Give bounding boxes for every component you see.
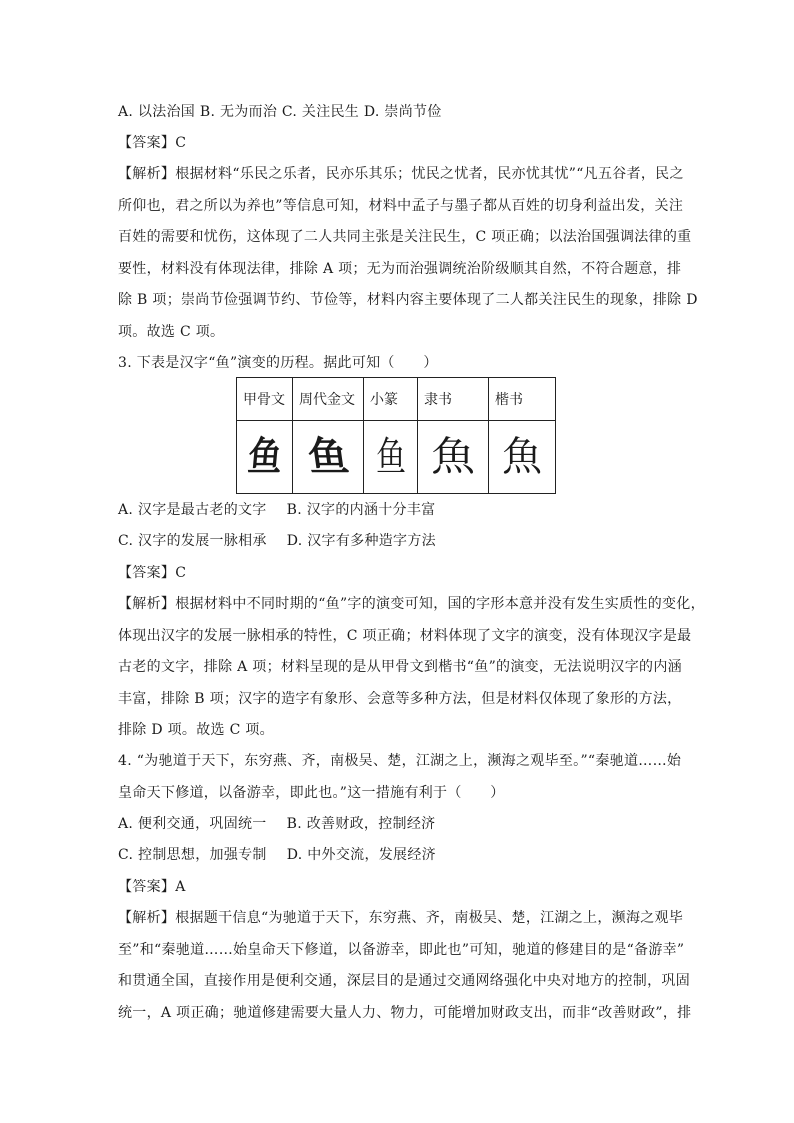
q2-analysis-line-4: 要性，材料没有体现法律，排除 A 项；无为而治强调统治阶级顺其自然，不符合题意，排	[118, 261, 682, 277]
q4-option-c: C. 控制思想，加强专制	[118, 847, 267, 863]
q2-analysis-line-3: 百姓的需要和忧伤，这体现了二人共同主张是关注民生，C 项正确；以法治国强调法律的重	[118, 229, 692, 245]
q2-analysis-line-6: 项。故选 C 项。	[118, 324, 225, 340]
table-header-row	[237, 378, 556, 421]
q4-analysis-line-1: 【解析】根据题干信息“为驰道于天下，东穷燕、齐，南极吴、楚，江湖之上，濒海之观毕	[118, 910, 684, 926]
clerical-glyph-cell	[418, 421, 489, 494]
q3-analysis-line-3: 古老的文字，排除 A 项；材料呈现的是从甲骨文到楷书“鱼”的演变，无法说明汉字的内涵	[118, 659, 682, 675]
q4-analysis-line-4: 统一，A 项正确；驰道修建需要大量人力、物力，可能增加财政支出，而非“改善财政”，排	[118, 1005, 692, 1021]
q4-answer: 【答案】A	[118, 879, 186, 895]
q4-analysis-line-2: 至”和“秦驰道……始皇命天下修道，以备游幸，即此也”可知，驰道的修建目的是“备游幸”	[118, 942, 685, 958]
q2-analysis-line-1: 【解析】根据材料“乐民之乐者，民亦乐其乐；忧民之忧者，民亦忧其忧”“凡五谷者，民之	[118, 166, 684, 182]
q3-analysis-line-2: 体现出汉字的发展一脉相承的特性，C 项正确；材料体现了文字的演变，没有体现汉字是最	[118, 628, 692, 644]
q4-options-cd	[118, 846, 678, 864]
bronze-fish-glyph: 鱼	[304, 433, 352, 480]
q3-answer: 【答案】C	[118, 565, 187, 581]
table-header-cell: 隶书	[418, 378, 489, 421]
q4-option-d: D. 中外交流，发展经济	[286, 847, 436, 863]
oracle-bone-fish-glyph: 鱼	[245, 433, 284, 480]
q2-options: A. 以法治国 B. 无为而治 C. 关注民生 D. 崇尚节俭	[118, 104, 442, 120]
q3-option-a: A. 汉字是最古老的文字	[118, 502, 267, 518]
table-header-cell: 甲骨文	[237, 378, 293, 421]
q3-analysis-line-5: 排除 D 项。故选 C 项。	[118, 722, 274, 738]
q3-option-d: D. 汉字有多种造字方法	[286, 533, 436, 549]
seal-fish-glyph: 鱼	[375, 434, 406, 480]
q4-option-b: B. 改善财政，控制经济	[286, 816, 436, 832]
oracle-bone-glyph-cell	[237, 421, 293, 494]
clerical-fish-glyph: 魚	[431, 434, 475, 480]
q2-answer: 【答案】C	[118, 135, 187, 151]
q3-options-ab	[118, 501, 678, 519]
q2-analysis-line-2: 所仰也，君之所以为养也”等信息可知，材料中孟子与墨子都从百姓的切身利益出发，关注	[118, 198, 684, 214]
q3-stem: 3. 下表是汉字“鱼”演变的历程。据此可知（ ）	[118, 355, 438, 371]
regular-fish-glyph: 魚	[502, 434, 542, 480]
fish-evolution-table	[236, 377, 556, 494]
q3-option-c: C. 汉字的发展一脉相承	[118, 533, 267, 549]
table-header-cell: 周代金文	[293, 378, 364, 421]
q3-analysis-line-4: 丰富，排除 B 项；汉字的造字有象形、会意等多种方法，但是材料仅体现了象形的方法，	[118, 691, 682, 707]
q2-analysis-line-5: 除 B 项；崇尚节俭强调节约、节俭等，材料内容主要体现了二人都关注民生的现象，排除 D	[118, 292, 698, 308]
q4-stem-line-2: 皇命天下修道，以备游幸，即此也。”这一措施有利于（ ）	[118, 785, 505, 801]
q4-option-a: A. 便利交通，巩固统一	[118, 816, 267, 832]
bronze-glyph-cell	[293, 421, 364, 494]
seal-glyph-cell	[364, 421, 418, 494]
table-header-cell: 楷书	[489, 378, 556, 421]
q4-stem-line-1: 4. “为驰道于天下，东穷燕、齐，南极吴、楚，江湖之上，濒海之观毕至。”“秦驰道……始	[118, 753, 682, 769]
table-glyph-row	[237, 421, 556, 494]
regular-glyph-cell	[489, 421, 556, 494]
table-header-cell: 小篆	[364, 378, 418, 421]
q3-analysis-line-1: 【解析】根据材料中不同时期的“鱼”字的演变可知，国的字形本意并没有发生实质性的变化，	[118, 596, 705, 612]
q3-options-cd	[118, 532, 678, 550]
q3-option-b: B. 汉字的内涵十分丰富	[286, 502, 436, 518]
q4-options-ab	[118, 815, 678, 833]
q4-analysis-line-3: 和贯通全国，直接作用是便利交通，深层目的是通过交通网络强化中央对地方的控制，巩固	[118, 973, 690, 989]
